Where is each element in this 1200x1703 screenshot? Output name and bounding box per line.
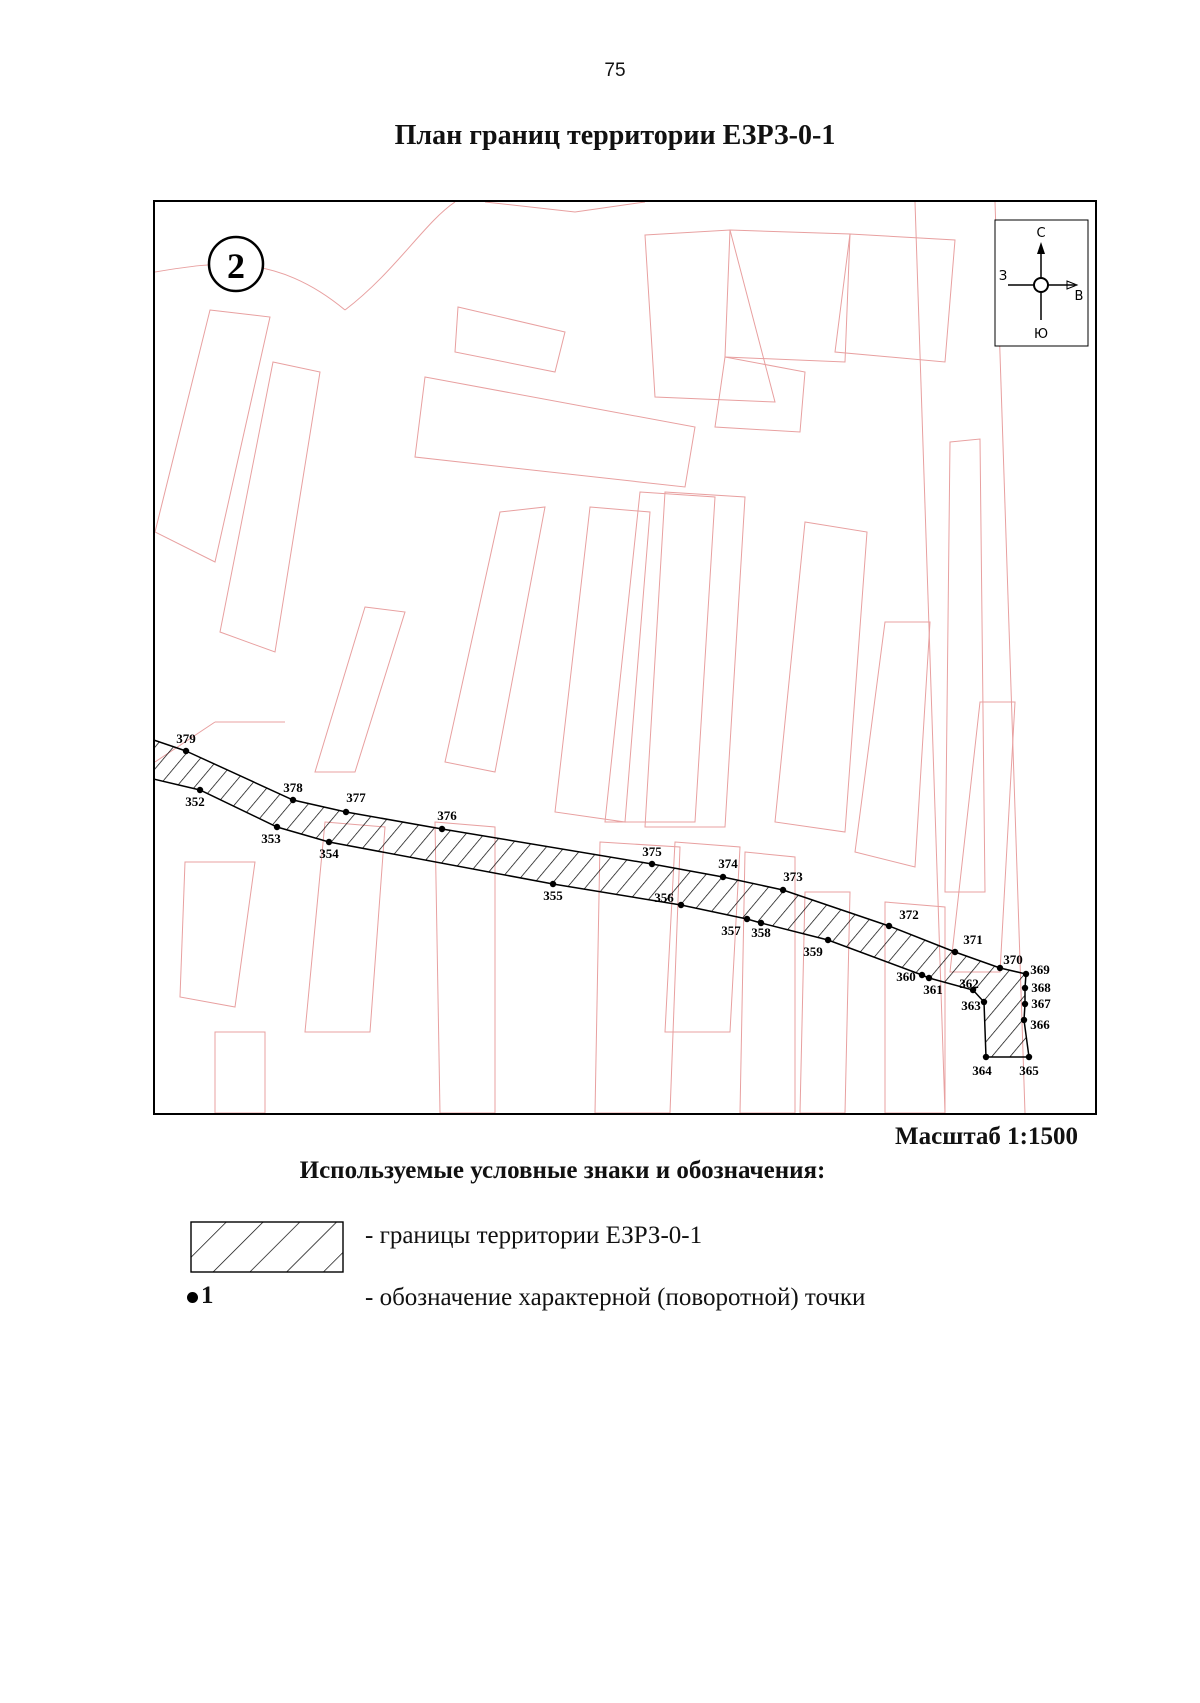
sheet-number-badge bbox=[209, 237, 263, 291]
turning-point-label-360: 360 bbox=[896, 969, 916, 984]
turning-point-label-364: 364 bbox=[972, 1063, 992, 1078]
turning-point-370 bbox=[997, 965, 1003, 971]
turning-point-label-355: 355 bbox=[543, 888, 563, 903]
turning-point-364 bbox=[983, 1054, 989, 1060]
compass-icon bbox=[995, 220, 1088, 346]
compass-north: С bbox=[1036, 226, 1046, 241]
cadastral-map bbox=[155, 202, 1095, 1113]
turning-point-361 bbox=[926, 975, 932, 981]
turning-point-353 bbox=[274, 824, 280, 830]
page-title: План границ территории ЕЗРЗ-0-1 bbox=[394, 120, 836, 151]
turning-point-373 bbox=[780, 887, 786, 893]
sheet-number: 2 bbox=[227, 246, 245, 286]
turning-point-354 bbox=[326, 839, 332, 845]
turning-point-376 bbox=[439, 826, 445, 832]
turning-point-label-361: 361 bbox=[923, 982, 943, 997]
legend-item-point: - обозначение характерной (поворотной) точки bbox=[365, 1284, 866, 1311]
turning-point-356 bbox=[678, 902, 684, 908]
turning-point-label-379: 379 bbox=[176, 731, 196, 746]
turning-point-355 bbox=[550, 881, 556, 887]
turning-point-371 bbox=[952, 949, 958, 955]
turning-point-372 bbox=[886, 923, 892, 929]
legend-title: Используемые условные знаки и обозначения: bbox=[299, 1157, 826, 1184]
turning-point-359 bbox=[825, 937, 831, 943]
page-number: 75 bbox=[604, 60, 626, 81]
compass-west: З bbox=[998, 269, 1008, 284]
turning-point-378 bbox=[290, 797, 296, 803]
turning-point-label-367: 367 bbox=[1031, 996, 1051, 1011]
turning-point-label-372: 372 bbox=[899, 907, 919, 922]
turning-point-label-366: 366 bbox=[1030, 1017, 1050, 1032]
map-frame bbox=[153, 200, 1097, 1115]
parcel-outlines bbox=[155, 202, 1025, 1113]
turning-point-label-358: 358 bbox=[751, 925, 771, 940]
compass-east: В bbox=[1074, 289, 1084, 304]
turning-point-label-363: 363 bbox=[961, 998, 981, 1013]
turning-point-label-377: 377 bbox=[346, 790, 366, 805]
turning-point-label-375: 375 bbox=[642, 844, 662, 859]
turning-point-label-362: 362 bbox=[959, 976, 979, 991]
legend-hatched-swatch bbox=[190, 1221, 344, 1273]
turning-point-label-370: 370 bbox=[1003, 952, 1023, 967]
compass-south: Ю bbox=[1033, 327, 1049, 342]
turning-point-label-374: 374 bbox=[718, 856, 738, 871]
turning-point-379 bbox=[183, 748, 189, 754]
legend-item-boundary: - границы территории ЕЗРЗ-0-1 bbox=[365, 1222, 703, 1249]
turning-point-label-368: 368 bbox=[1031, 980, 1051, 995]
turning-point-label-365: 365 bbox=[1019, 1063, 1039, 1078]
turning-point-377 bbox=[343, 809, 349, 815]
turning-point-label-359: 359 bbox=[803, 944, 823, 959]
turning-point-360 bbox=[919, 972, 925, 978]
turning-point-label-376: 376 bbox=[437, 808, 457, 823]
turning-point-357 bbox=[744, 916, 750, 922]
turning-point-label-369: 369 bbox=[1030, 962, 1050, 977]
turning-point-label-373: 373 bbox=[783, 869, 803, 884]
legend-point-symbol bbox=[187, 1282, 214, 1310]
turning-point-369 bbox=[1023, 971, 1029, 977]
point-icon bbox=[187, 1292, 198, 1303]
turning-point-label-352: 352 bbox=[185, 794, 205, 809]
turning-point-365 bbox=[1026, 1054, 1032, 1060]
map-scale: Масштаб 1:1500 bbox=[895, 1123, 1078, 1150]
turning-point-label-378: 378 bbox=[283, 780, 303, 795]
turning-point-363 bbox=[981, 999, 987, 1005]
turning-point-368 bbox=[1022, 985, 1028, 991]
turning-point-label-357: 357 bbox=[721, 923, 741, 938]
turning-point-label-356: 356 bbox=[654, 890, 674, 905]
legend-point-label: 1 bbox=[201, 1282, 214, 1309]
turning-point-367 bbox=[1022, 1001, 1028, 1007]
turning-point-366 bbox=[1021, 1017, 1027, 1023]
turning-point-352 bbox=[197, 787, 203, 793]
turning-point-label-354: 354 bbox=[319, 846, 339, 861]
turning-point-label-371: 371 bbox=[963, 932, 983, 947]
turning-point-375 bbox=[649, 861, 655, 867]
turning-point-374 bbox=[720, 874, 726, 880]
turning-point-label-353: 353 bbox=[261, 831, 281, 846]
